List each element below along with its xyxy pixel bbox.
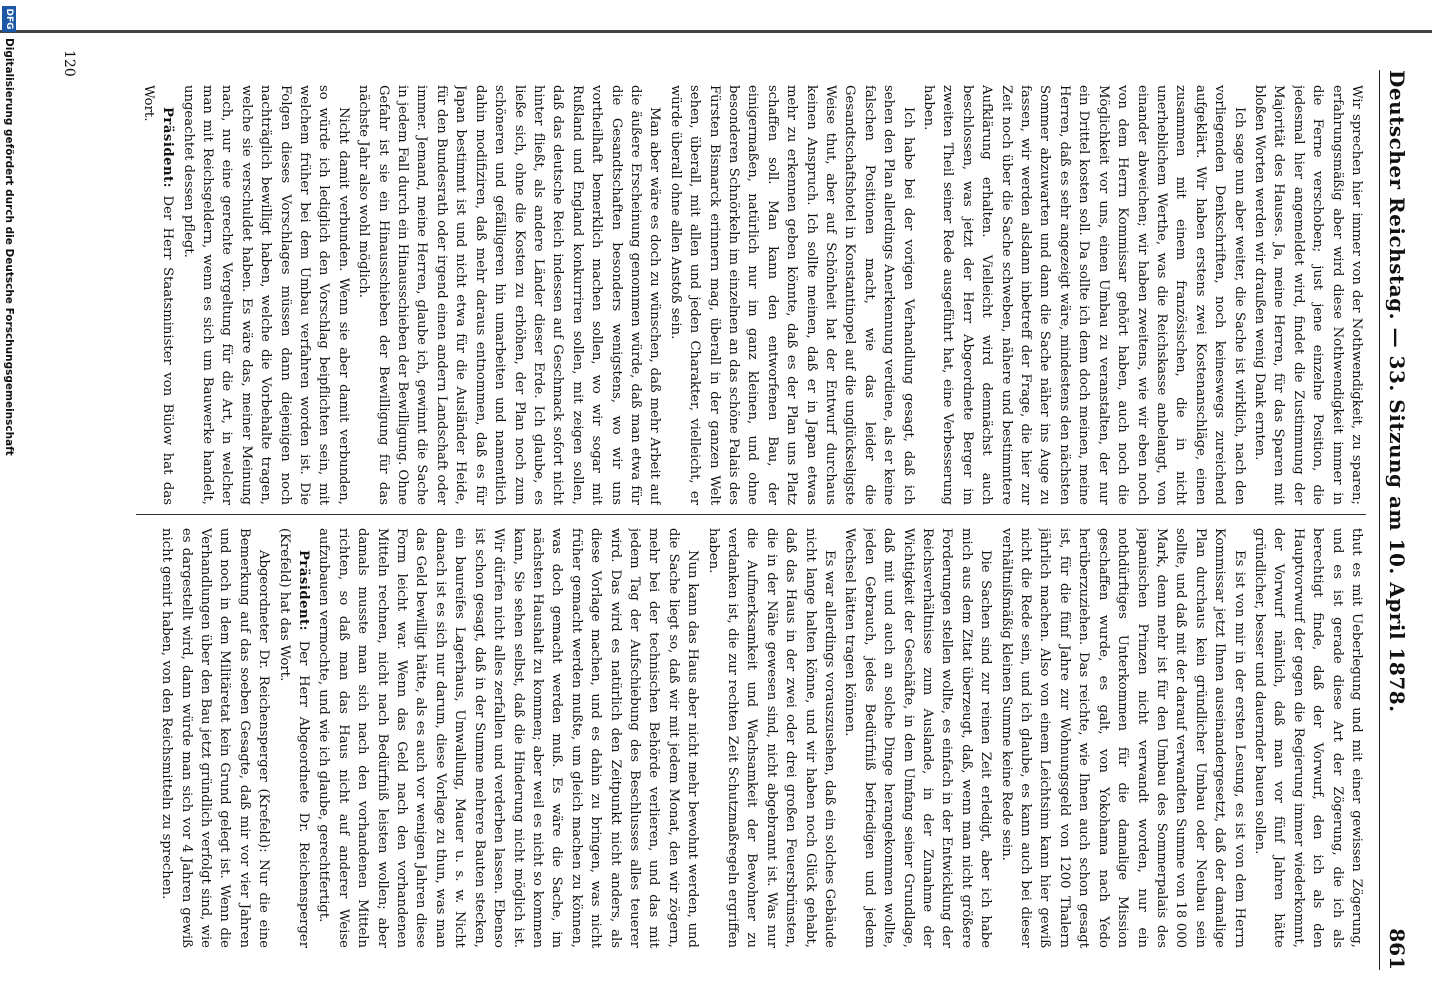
president-statement: [274, 528, 313, 948]
credit-text: Digitalisierung gefördert durch die Deutsche Forschungsgemeinschaft: [3, 38, 15, 456]
paragraph: Wir sprechen hier immer von der Nothwendigkeit, zu sparen; erfahrungsmäßig aber wird diese Nothwendigkeit immer in die Ferne verschoben; just jene einzelne Position, die jedesmal hier angemeldet wird, findet die Zustimmung der Majorität des Hauses. Ja, meine Herren, für das Sparen mit bloßen Worten werden wir draußen wenig Dank ernten.: [1251, 85, 1364, 505]
deputy-speech: Abgeordneter Dr. Reichensperger (Krefeld): Nur die eine Bemerkung auf das soeben Gesagte, daß mir vor vier Jahren und noch in dem Militäretat kein Grund gelegt ist. Wenn die Verhandlungen über den Bau jetzt gründlich verfolgt sind, wie es dargestellt wird, dann würde man sich vor 4 Jahren gewiß nicht genirt haben, von den Reichsmitteln zu sprechen.: [159, 528, 272, 948]
paragraph: Nicht damit verbunden. Wenn sie aber damit verbunden, so würde ich lediglich den Vorschlag beipflichten sein, mit welchem früher bei dem Umbau verfahren worden ist. Die Folgen dieses Vorschlages müssen dann diejenigen noch nachträglich bewilligt haben, welche die Vorbehalte tragen, welche sie verschuldet haben. Es wäre das, meiner Meinung nach, nur eine gerechte Vergeltung für die Art, in welcher man mit Reichsgeldern, wenn es sich um Bauwerke handelt, ungeachtet dessen pflegt.: [180, 85, 351, 505]
speaker-label: Präsident:: [296, 550, 312, 632]
paragraph: Nun kann das Haus aber nicht mehr bewohnt werden, und die Sache liegt so, daß wir mit jedem Monat, den wir zögern, mehr bei der technischen Behörde verlieren, und das mit jedem Tag der Aufschiebung des Beschlusses alles teuerer wird. Das wird es natürlich den Zeitpunkt nicht anders, als diese Vorlage machen, und es dahin zu bringen, was nicht früher gemacht werden mußte, um gleich machen zu können, was doch gemacht werden muß. Es wäre die Sache, im nächsten Haushalt zu kommen; aber weil es nicht so kommen kann, Sie sehen selbst, daß die Hinderung nicht möglich ist. Wir dürfen nicht alles zerfallen und verderben lassen. Ebenso ist schon gesagt, daß in der Summe mehrere Bauten stecken, ein baureifes Lagerhaus, Umwallung, Mauer u. s. w. Nicht danach ist es sich nur darum, diese Vorlage zu thun, was man das Geld bewilligt hätte, als es auch vor wenigen Jahren diese Form leicht war. Wenn das Geld nach den vorhandenen Mitteln rechnen, nicht nach Bedürfniß leisten wollen; aber damals musste man sich nach den vorhandenen Mitteln richten, so daß man das Haus nicht auf anderer Weise aufzubauen vermochte, und wie ich glaube, gerechtfertigt.: [316, 528, 701, 948]
paragraph: Die Sachen sind zur reinen Zeit erledigt, aber ich habe mich aus dem Zitat überzeugt, daß, wenn man nicht größere Forderungen stellen wollte, es einfach in der Entwicklung der Reichsverhältnisse zum Auslande, in der Zunahme der Wichtigkeit der Geschäfte, in dem Umfang seiner Grundlage, daß mit und auch an solche Dinge herangekommen wollte, jeden Gebrauch, jedes Bedürfniß befriedigen und jedem Wechsel hätten tragen können.: [842, 528, 994, 948]
paragraph: Ich habe bei der vorigen Verhandlung gesagt, daß ich sehen den Plan allerdings Anerkennung verdiene, als er keine falschen Positionen macht, wie das leider die Gesandtschaftshotel in Konstantinopel auf die unglückseligste Weise thut, aber auf Schönheit hat der Entwurf durchaus keinen Anspruch. Ich sollte meinen, daß er in Japan etwas mehr zu erkennen geben könnte, daß es der Plan uns Platz schaffen soll. Man kann den entworfenen Bau, der einigermaßen, natürlich nur im ganz kleinen, und ohne besonderen Schnörkeln im einzelnen an das schöne Palais des Fürsten Bismarck erinnern mag, überall in der ganzen Welt sehen, überall, mit allen und jeden Charakter, vielleicht, er würde überall ohne allen Anstoß sein.: [667, 85, 916, 505]
paragraph: Man aber wäre es doch zu wünschen, daß mehr Arbeit auf die äußere Erscheinung genommen würde, daß man etwa für die Gesandtschaften besonders wenigstens, wo wir uns vortheilhaft bemerklich machen sollen, wo wir sogar mit Rußland und England konkurriren sollen, mit zeigen sollen, daß das deutsche Reich indessen auf Geschmack sofort nicht hinter fließt, als andere Länder dieser Erde. Ich glaube, es ließe sich, ohne die Kosten zu erhöhen, der Plan noch zum schöneren und gefälligeren hin umarbeiten und namentlich dahin modifiziren, daß mehr daraus entnommen, daß es für Japan bestimmt ist und nicht etwa für die Ausländer Heide, für den Bundesrath oder irgend einen andern Landschaft oder immer. Jemand, meine Herren, glaube ich, gewinnt die Sache in jedem Fall durch ein Hinausschieben der Bewilligung. Ohne Gefahr ist sie ein Hinausschieben der Bewilligung für das nächste Jahr also wohl möglich.: [356, 85, 663, 505]
minister-speech: [136, 85, 137, 505]
paragraph: Ich sage nun aber weiter, die Sache ist wirklich, nach den vorliegenden Denkschriften, noch keineswegs zureichend aufgeklärt. Wir haben erstens zwei Kostenanschläge, einen zusammen mit einem französischen, die in nicht unerheblichem Werthe, was die Reichskasse anbelangt, von einander abweichen; wir haben zweitens, wie wir eben noch von dem Herrn Kommissar gehört haben, auch noch die Möglichkeit vor uns, einen Umbau zu veranstalten, der nur ein Drittel kosten soll. Da sollte ich denn doch meinen, meine Herren, daß es sehr angezeigt wäre, mindestens den nächsten Sommer abzuwarten und dann die Sache näher ins Auge zu fassen, wir werden alsdann inbetreff der Frage, die hier zur Zeit noch über die Sache schweben, nähere und bestimmtere Aufklärung erhalten. Vielleicht wird demnächst auch beschlossen, was jetzt der Herr Abgeordnete Berger im zweiten Theil seiner Rede ausgeführt hat, eine Verbesserung haben.: [921, 85, 1247, 505]
dfg-logo-icon: DFG: [2, 6, 16, 32]
digitization-credit: [0, 0, 18, 1000]
statement-text: Der Herr Abgeordnete Dr. Reichensperger (Krefeld) hat das Wort.: [276, 528, 312, 948]
speaker-label: Präsident:: [160, 107, 176, 189]
paragraph: Es ist von mir in der ersten Lesung, es ist von dem Herrn Kommissar jetzt Ihnen auseinandergesetzt, daß der damalige Plan durchaus kein gründlicher Umbau oder Neubau sein sollte, und daß mit der darauf verwandten Summe von 18 000 Mark, denn mehr ist für den Umbau des Sommerpalais des japanischen Prinzen nicht verwandt worden, nur ein nothdürftiges Unterkommen für die damalige Mission geschaffen wurde, es galt, von Yokohama nach Yedo herüberzuziehen. Das reichte, wie Ihnen auch schon gesagt ist, für die fünf Jahre zur Wohnungsgeld von 1200 Thalern jährlich machen. Also von einem Leichtsinn kann hier gewiß nicht die Rede sein, und ich glaube, es kann auch bei dieser verhältnißmäßig kleinen Summe keine Rede sein.: [998, 528, 1247, 948]
sheet-number: 120: [61, 50, 77, 77]
page-number: 861: [1385, 928, 1409, 970]
paragraph: Es war allerdings vorauszusehen, daß ein solches Gebäude nicht lange halten könne, und wir haben noch Glück gehabt, daß das Haus in der zwei oder drei großen Feuersbrünsten, die in der Nähe gewesen sind, nicht abgebrannt ist. Was nur die Aufmerksamkeit und Wachsamkeit der Bewohner zu verdanken ist, die zur rechten Zeit Schutzmaßregeln ergriffen haben.: [705, 528, 838, 948]
left-column: [136, 85, 1366, 505]
page-header: [1379, 70, 1414, 970]
paragraph: thut es mit Ueberlegung und mit einer gewissen Zögerung, und es ist gerade diese Art der Zögerung, die ich als berechtigt finde, daß der Vorwurf, den ich als den Hauptvorwurf der gegen die Regierung immer wiederkommt, der Vorwurf nämlich, daß man vor fünf Jahren hätte gründlicher, besser und dauernder bauen sollen.: [1251, 528, 1364, 948]
column-divider: [136, 514, 1366, 515]
binding-edge: [0, 30, 1432, 33]
president-statement: [138, 85, 177, 505]
statement-text: Der Herr Staatsminister von Bülow hat das Wort.: [140, 85, 176, 505]
right-column: [136, 528, 1366, 948]
header-title: Deutscher Reichstag. — 33. Sitzung am 10. April 1878.: [1385, 70, 1409, 713]
